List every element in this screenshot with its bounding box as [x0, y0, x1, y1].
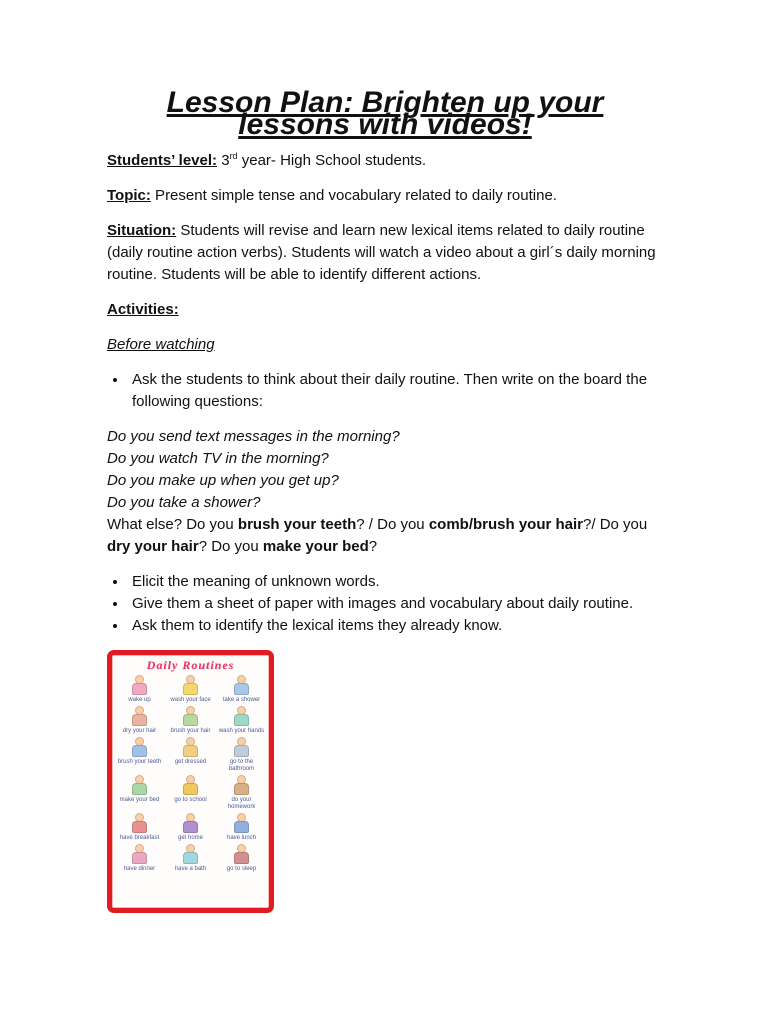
- shower-illustration-icon: [230, 675, 254, 696]
- question-line: Do you make up when you get up?: [107, 472, 339, 489]
- worksheet-grid: [112, 674, 269, 876]
- routine-item: [166, 775, 215, 811]
- routine-item: [217, 737, 266, 773]
- routine-item: [217, 844, 266, 873]
- bullet-item: • Give them a sheet of paper with images and vocabulary about daily routine.: [128, 593, 663, 615]
- students-level-number: 3: [221, 152, 230, 169]
- go-to-school-illustration-icon: [179, 775, 203, 796]
- what-else-text: ?: [368, 538, 378, 555]
- routine-caption: go to the bathroom: [228, 759, 255, 772]
- topic-label: Topic:: [107, 187, 151, 204]
- routine-caption: have a bath: [174, 866, 207, 872]
- routine-item: [166, 813, 215, 842]
- routine-caption: dry your hair: [122, 728, 157, 734]
- homework-illustration-icon: [230, 775, 254, 796]
- wash-face-illustration-icon: [179, 675, 203, 696]
- brush-hair-illustration-icon: [179, 706, 203, 727]
- worksheet-title: Daily Routines: [146, 658, 235, 672]
- what-else-text: ? Do you: [198, 538, 263, 555]
- routine-caption: wash your face: [170, 697, 211, 703]
- routine-item: [217, 706, 266, 735]
- activities-heading: Activities:: [107, 301, 179, 318]
- routine-item: [115, 844, 164, 873]
- situation-text: Students will revise and learn new lexical items related to daily routine (daily routine action verbs). Students will watch a video about a girl´s daily morning routine. Students will be able to identify different actions.: [107, 222, 656, 283]
- what-else-text: ? / Do you: [356, 516, 429, 533]
- students-level-text: year- High School students.: [237, 152, 427, 169]
- routine-caption: brush your hair: [170, 728, 211, 734]
- routine-caption: wake up: [128, 697, 151, 703]
- routine-caption: go to school: [174, 797, 207, 803]
- routine-item: [166, 706, 215, 735]
- daily-routines-worksheet-image: [107, 650, 274, 913]
- what-else-bold: make your bed: [262, 538, 369, 555]
- ordinal-suffix: rd: [229, 151, 238, 161]
- question-line: Do you watch TV in the morning?: [107, 450, 329, 467]
- board-questions: [107, 426, 663, 558]
- dinner-illustration-icon: [128, 844, 152, 865]
- routine-item: [217, 775, 266, 811]
- question-line: Do you send text messages in the morning?: [107, 428, 400, 445]
- activity-bullet-list: [107, 571, 663, 637]
- routine-caption: make your bed: [119, 797, 160, 803]
- routine-caption: do your homework: [227, 797, 256, 810]
- routine-item: [115, 675, 164, 704]
- students-level-label: Students’ level:: [107, 152, 218, 169]
- wash-hands-illustration-icon: [230, 706, 254, 727]
- routine-item: [115, 813, 164, 842]
- breakfast-illustration-icon: [128, 813, 152, 834]
- routine-item: [166, 844, 215, 873]
- routine-caption: get dressed: [174, 759, 207, 765]
- go-to-sleep-illustration-icon: [230, 844, 254, 865]
- bullet-intro: • Ask the students to think about their daily routine. Then write on the board the following questions:: [128, 369, 663, 413]
- routine-item: [115, 775, 164, 811]
- brush-teeth-illustration-icon: [128, 737, 152, 758]
- topic-line: [107, 185, 663, 207]
- what-else-bold: brush your teeth: [237, 516, 357, 533]
- situation-paragraph: [107, 220, 663, 286]
- routine-caption: have lunch: [226, 835, 257, 841]
- lunch-illustration-icon: [230, 813, 254, 834]
- dry-hair-illustration-icon: [128, 706, 152, 727]
- routine-caption: brush your teeth: [117, 759, 162, 765]
- routine-item: [217, 675, 266, 704]
- make-bed-illustration-icon: [128, 775, 152, 796]
- what-else-text: What else? Do you: [107, 516, 238, 533]
- bath-illustration-icon: [179, 844, 203, 865]
- intro-bullet-list: [107, 369, 663, 413]
- routine-item: [115, 706, 164, 735]
- situation-label: Situation:: [107, 222, 177, 239]
- topic-text: Present simple tense and vocabulary related to daily routine.: [150, 187, 557, 204]
- get-dressed-illustration-icon: [179, 737, 203, 758]
- students-level-line: [107, 150, 663, 172]
- routine-caption: wash your hands: [218, 728, 265, 734]
- routine-item: [166, 675, 215, 704]
- routine-item: [217, 813, 266, 842]
- what-else-bold: dry your hair: [107, 538, 199, 555]
- bullet-item: • Elicit the meaning of unknown words.: [128, 571, 663, 593]
- wake-up-illustration-icon: [128, 675, 152, 696]
- what-else-text: ?/ Do you: [583, 516, 648, 533]
- bullet-item: • Ask them to identify the lexical items they already know.: [128, 615, 663, 637]
- what-else-line: [107, 514, 663, 558]
- what-else-bold: comb/brush your hair: [428, 516, 584, 533]
- routine-item: [115, 737, 164, 773]
- routine-caption: go to sleep: [226, 866, 257, 872]
- routine-caption: have breakfast: [119, 835, 160, 841]
- get-home-illustration-icon: [179, 813, 203, 834]
- bathroom-illustration-icon: [230, 737, 254, 758]
- before-watching-subheading: Before watching: [107, 336, 215, 353]
- document-title: Lesson Plan: Brighten up your lessons with videos!: [166, 86, 604, 141]
- routine-caption: get home: [177, 835, 204, 841]
- question-line: Do you take a shower?: [107, 494, 261, 511]
- routine-item: [166, 737, 215, 773]
- routine-caption: have dinner: [123, 866, 156, 872]
- routine-caption: take a shower: [222, 697, 261, 703]
